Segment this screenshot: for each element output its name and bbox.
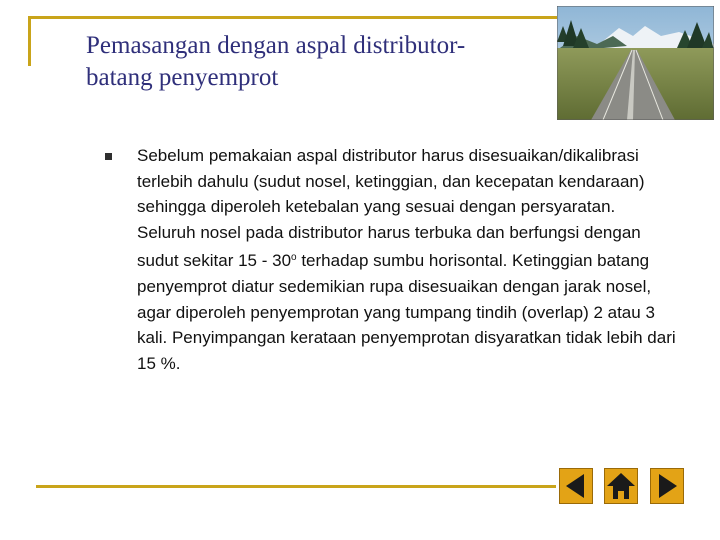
triangle-left-icon [560,469,592,503]
slide-title-line-2: batang penyemprot [86,64,279,91]
left-accent-line [28,16,31,66]
top-accent-line [28,16,568,19]
bullet-text-part-2: terhadap sumbu horisontal. Ketinggian batang penyemprot diatur sedemikian rupa disesuaikan dengan jarak nosel, agar diperoleh penyemprotan yang tumpang tindih (overlap) 2 atau 3 kali. Penyimpangan kerataan penyemprotan disyaratkan tidak lebih dari 15 %. [137,251,676,373]
bullet-square-icon [105,153,112,160]
previous-slide-button[interactable] [559,468,593,504]
triangle-right-icon [651,469,683,503]
house-icon [605,469,637,503]
bullet-text [137,143,677,376]
slide-title [86,30,556,94]
bottom-accent-line [36,485,556,488]
degree-superscript: o [291,252,297,264]
home-slide-button[interactable] [604,468,638,504]
highway-photo [557,6,714,120]
next-slide-button[interactable] [650,468,684,504]
slide-title-line-1: Pemasangan dengan aspal distributor- [86,32,466,59]
bullet-text-part-1: Sebelum pemakaian aspal distributor harus disesuaikan/dikalibrasi terlebih dahulu (sudut nosel, ketinggian, dan kecepatan kendaraan) sehingga diperoleh ketebalan yang sesuai dengan persyaratan. Seluruh nosel pada distributor harus terbuka dan berfungsi dengan sudut sekitar 15 - 30 [137,146,645,271]
